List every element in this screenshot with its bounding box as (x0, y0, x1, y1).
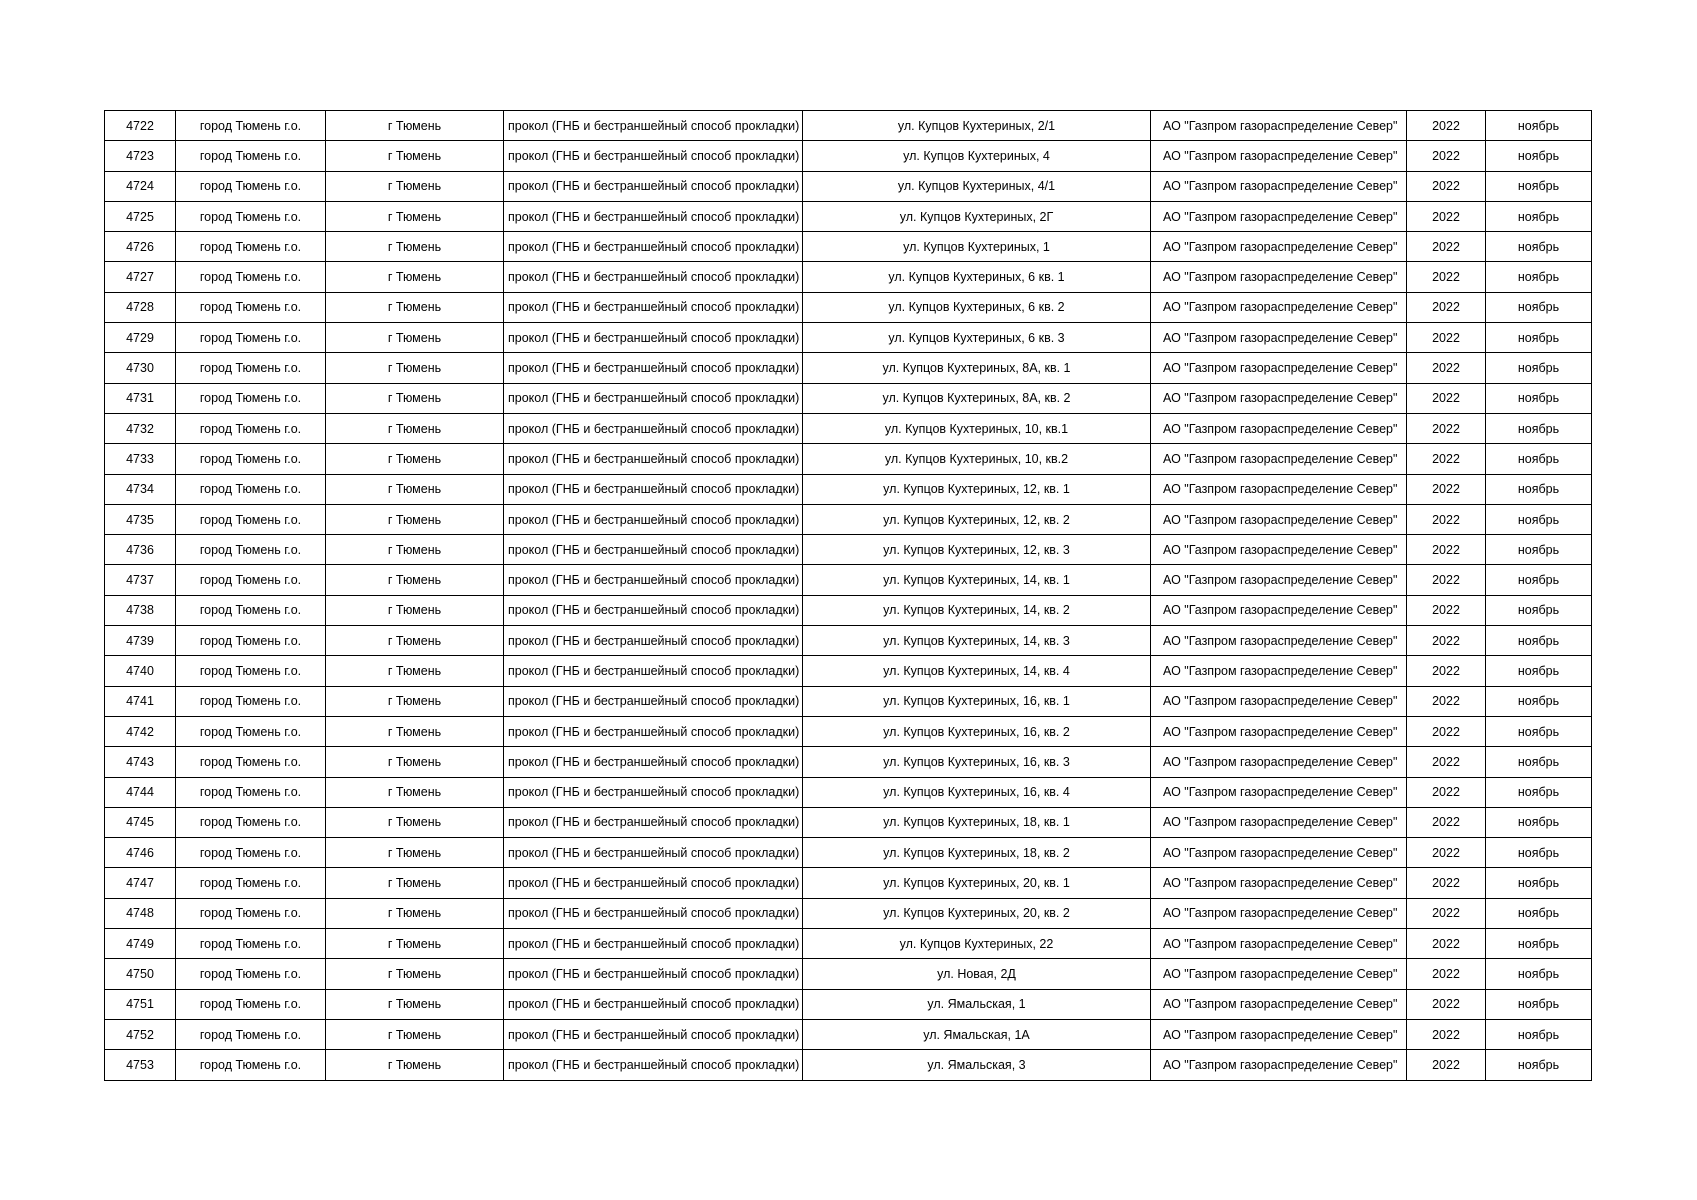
row-number-cell: 4729 (105, 323, 176, 353)
month-cell: ноябрь (1486, 838, 1592, 868)
year-cell: 2022 (1407, 413, 1486, 443)
table-row (105, 686, 1592, 716)
month-cell: ноябрь (1486, 383, 1592, 413)
address-cell: ул. Купцов Кухтериных, 10, кв.2 (803, 444, 1151, 474)
year-cell: 2022 (1407, 716, 1486, 746)
municipality-cell: город Тюмень г.о. (176, 353, 326, 383)
row-number-cell: 4735 (105, 504, 176, 534)
municipality-cell: город Тюмень г.о. (176, 232, 326, 262)
year-cell: 2022 (1407, 959, 1486, 989)
month-cell: ноябрь (1486, 595, 1592, 625)
year-cell: 2022 (1407, 565, 1486, 595)
table-row (105, 201, 1592, 231)
address-cell: ул. Купцов Кухтериных, 1 (803, 232, 1151, 262)
row-number-cell: 4748 (105, 898, 176, 928)
row-number-cell: 4724 (105, 171, 176, 201)
settlement-cell: г Тюмень (326, 838, 504, 868)
settlement-cell: г Тюмень (326, 413, 504, 443)
month-cell: ноябрь (1486, 777, 1592, 807)
row-number-cell: 4728 (105, 292, 176, 322)
work-type-cell: прокол (ГНБ и бестраншейный способ прокладки) (504, 838, 803, 868)
organization-cell: АО "Газпром газораспределение Север" (1151, 565, 1407, 595)
month-cell: ноябрь (1486, 626, 1592, 656)
row-number-cell: 4723 (105, 141, 176, 171)
table-row (105, 595, 1592, 625)
municipality-cell: город Тюмень г.о. (176, 535, 326, 565)
table-row (105, 353, 1592, 383)
row-number-cell: 4725 (105, 201, 176, 231)
table-row (105, 807, 1592, 837)
settlement-cell: г Тюмень (326, 929, 504, 959)
settlement-cell: г Тюмень (326, 1050, 504, 1080)
municipality-cell: город Тюмень г.о. (176, 716, 326, 746)
municipality-cell: город Тюмень г.о. (176, 262, 326, 292)
year-cell: 2022 (1407, 656, 1486, 686)
municipality-cell: город Тюмень г.о. (176, 413, 326, 443)
table-row (105, 171, 1592, 201)
municipality-cell: город Тюмень г.о. (176, 626, 326, 656)
month-cell: ноябрь (1486, 292, 1592, 322)
year-cell: 2022 (1407, 686, 1486, 716)
address-cell: ул. Купцов Кухтериных, 12, кв. 1 (803, 474, 1151, 504)
address-cell: ул. Купцов Кухтериных, 22 (803, 929, 1151, 959)
work-type-cell: прокол (ГНБ и бестраншейный способ прокладки) (504, 716, 803, 746)
year-cell: 2022 (1407, 595, 1486, 625)
settlement-cell: г Тюмень (326, 747, 504, 777)
settlement-cell: г Тюмень (326, 716, 504, 746)
table-row (105, 989, 1592, 1019)
work-type-cell: прокол (ГНБ и бестраншейный способ прокладки) (504, 353, 803, 383)
table-row (105, 474, 1592, 504)
table-row (105, 959, 1592, 989)
month-cell: ноябрь (1486, 807, 1592, 837)
month-cell: ноябрь (1486, 656, 1592, 686)
organization-cell: АО "Газпром газораспределение Север" (1151, 868, 1407, 898)
municipality-cell: город Тюмень г.о. (176, 111, 326, 141)
municipality-cell: город Тюмень г.о. (176, 504, 326, 534)
settlement-cell: г Тюмень (326, 262, 504, 292)
work-type-cell: прокол (ГНБ и бестраншейный способ прокладки) (504, 989, 803, 1019)
organization-cell: АО "Газпром газораспределение Север" (1151, 413, 1407, 443)
year-cell: 2022 (1407, 535, 1486, 565)
settlement-cell: г Тюмень (326, 201, 504, 231)
month-cell: ноябрь (1486, 444, 1592, 474)
work-type-cell: прокол (ГНБ и бестраншейный способ прокладки) (504, 565, 803, 595)
address-cell: ул. Купцов Кухтериных, 16, кв. 4 (803, 777, 1151, 807)
table-row (105, 626, 1592, 656)
year-cell: 2022 (1407, 626, 1486, 656)
row-number-cell: 4730 (105, 353, 176, 383)
organization-cell: АО "Газпром газораспределение Север" (1151, 989, 1407, 1019)
year-cell: 2022 (1407, 474, 1486, 504)
year-cell: 2022 (1407, 232, 1486, 262)
work-type-cell: прокол (ГНБ и бестраншейный способ прокладки) (504, 959, 803, 989)
month-cell: ноябрь (1486, 262, 1592, 292)
organization-cell: АО "Газпром газораспределение Север" (1151, 444, 1407, 474)
address-cell: ул. Купцов Кухтериных, 10, кв.1 (803, 413, 1151, 443)
organization-cell: АО "Газпром газораспределение Север" (1151, 232, 1407, 262)
address-cell: ул. Ямальская, 1 (803, 989, 1151, 1019)
organization-cell: АО "Газпром газораспределение Север" (1151, 504, 1407, 534)
address-cell: ул. Купцов Кухтериных, 2/1 (803, 111, 1151, 141)
table-body (105, 111, 1592, 1081)
work-type-cell: прокол (ГНБ и бестраншейный способ прокладки) (504, 535, 803, 565)
year-cell: 2022 (1407, 444, 1486, 474)
work-type-cell: прокол (ГНБ и бестраншейный способ прокладки) (504, 201, 803, 231)
month-cell: ноябрь (1486, 474, 1592, 504)
table-row (105, 141, 1592, 171)
address-cell: ул. Купцов Кухтериных, 2Г (803, 201, 1151, 231)
organization-cell: АО "Газпром газораспределение Север" (1151, 171, 1407, 201)
municipality-cell: город Тюмень г.о. (176, 1050, 326, 1080)
work-type-cell: прокол (ГНБ и бестраншейный способ прокладки) (504, 686, 803, 716)
table-row (105, 323, 1592, 353)
address-cell: ул. Купцов Кухтериных, 14, кв. 2 (803, 595, 1151, 625)
organization-cell: АО "Газпром газораспределение Север" (1151, 474, 1407, 504)
month-cell: ноябрь (1486, 201, 1592, 231)
settlement-cell: г Тюмень (326, 595, 504, 625)
address-cell: ул. Купцов Кухтериных, 4 (803, 141, 1151, 171)
year-cell: 2022 (1407, 504, 1486, 534)
settlement-cell: г Тюмень (326, 292, 504, 322)
month-cell: ноябрь (1486, 929, 1592, 959)
year-cell: 2022 (1407, 838, 1486, 868)
organization-cell: АО "Газпром газораспределение Север" (1151, 323, 1407, 353)
address-cell: ул. Купцов Кухтериных, 14, кв. 4 (803, 656, 1151, 686)
work-type-cell: прокол (ГНБ и бестраншейный способ прокладки) (504, 868, 803, 898)
organization-cell: АО "Газпром газораспределение Север" (1151, 807, 1407, 837)
table-row (105, 565, 1592, 595)
settlement-cell: г Тюмень (326, 686, 504, 716)
year-cell: 2022 (1407, 989, 1486, 1019)
year-cell: 2022 (1407, 807, 1486, 837)
year-cell: 2022 (1407, 201, 1486, 231)
settlement-cell: г Тюмень (326, 474, 504, 504)
municipality-cell: город Тюмень г.о. (176, 838, 326, 868)
settlement-cell: г Тюмень (326, 626, 504, 656)
month-cell: ноябрь (1486, 959, 1592, 989)
year-cell: 2022 (1407, 353, 1486, 383)
organization-cell: АО "Газпром газораспределение Север" (1151, 535, 1407, 565)
month-cell: ноябрь (1486, 747, 1592, 777)
month-cell: ноябрь (1486, 686, 1592, 716)
table-row (105, 656, 1592, 686)
municipality-cell: город Тюмень г.о. (176, 383, 326, 413)
year-cell: 2022 (1407, 1050, 1486, 1080)
table-row (105, 535, 1592, 565)
month-cell: ноябрь (1486, 565, 1592, 595)
month-cell: ноябрь (1486, 1050, 1592, 1080)
row-number-cell: 4731 (105, 383, 176, 413)
work-type-cell: прокол (ГНБ и бестраншейный способ прокладки) (504, 807, 803, 837)
table-row (105, 111, 1592, 141)
municipality-cell: город Тюмень г.о. (176, 747, 326, 777)
works-table (104, 110, 1592, 1081)
address-cell: ул. Купцов Кухтериных, 16, кв. 2 (803, 716, 1151, 746)
settlement-cell: г Тюмень (326, 989, 504, 1019)
table-row (105, 747, 1592, 777)
address-cell: ул. Купцов Кухтериных, 8А, кв. 2 (803, 383, 1151, 413)
row-number-cell: 4738 (105, 595, 176, 625)
address-cell: ул. Купцов Кухтериных, 12, кв. 3 (803, 535, 1151, 565)
month-cell: ноябрь (1486, 171, 1592, 201)
organization-cell: АО "Газпром газораспределение Север" (1151, 929, 1407, 959)
work-type-cell: прокол (ГНБ и бестраншейный способ прокладки) (504, 141, 803, 171)
municipality-cell: город Тюмень г.о. (176, 595, 326, 625)
year-cell: 2022 (1407, 141, 1486, 171)
address-cell: ул. Купцов Кухтериных, 4/1 (803, 171, 1151, 201)
work-type-cell: прокол (ГНБ и бестраншейный способ прокладки) (504, 474, 803, 504)
work-type-cell: прокол (ГНБ и бестраншейный способ прокладки) (504, 171, 803, 201)
table-row (105, 262, 1592, 292)
settlement-cell: г Тюмень (326, 111, 504, 141)
municipality-cell: город Тюмень г.о. (176, 989, 326, 1019)
address-cell: ул. Купцов Кухтериных, 18, кв. 2 (803, 838, 1151, 868)
organization-cell: АО "Газпром газораспределение Север" (1151, 747, 1407, 777)
year-cell: 2022 (1407, 868, 1486, 898)
year-cell: 2022 (1407, 323, 1486, 353)
table-row (105, 929, 1592, 959)
settlement-cell: г Тюмень (326, 1019, 504, 1049)
table-row (105, 232, 1592, 262)
month-cell: ноябрь (1486, 1019, 1592, 1049)
work-type-cell: прокол (ГНБ и бестраншейный способ прокладки) (504, 413, 803, 443)
work-type-cell: прокол (ГНБ и бестраншейный способ прокладки) (504, 383, 803, 413)
address-cell: ул. Ямальская, 1А (803, 1019, 1151, 1049)
month-cell: ноябрь (1486, 353, 1592, 383)
organization-cell: АО "Газпром газораспределение Север" (1151, 838, 1407, 868)
address-cell: ул. Купцов Кухтериных, 16, кв. 3 (803, 747, 1151, 777)
address-cell: ул. Купцов Кухтериных, 20, кв. 2 (803, 898, 1151, 928)
year-cell: 2022 (1407, 292, 1486, 322)
organization-cell: АО "Газпром газораспределение Север" (1151, 898, 1407, 928)
row-number-cell: 4749 (105, 929, 176, 959)
organization-cell: АО "Газпром газораспределение Север" (1151, 777, 1407, 807)
row-number-cell: 4740 (105, 656, 176, 686)
organization-cell: АО "Газпром газораспределение Север" (1151, 656, 1407, 686)
row-number-cell: 4752 (105, 1019, 176, 1049)
municipality-cell: город Тюмень г.о. (176, 898, 326, 928)
month-cell: ноябрь (1486, 111, 1592, 141)
work-type-cell: прокол (ГНБ и бестраншейный способ прокладки) (504, 595, 803, 625)
work-type-cell: прокол (ГНБ и бестраншейный способ прокладки) (504, 626, 803, 656)
organization-cell: АО "Газпром газораспределение Север" (1151, 353, 1407, 383)
month-cell: ноябрь (1486, 232, 1592, 262)
organization-cell: АО "Газпром газораспределение Север" (1151, 716, 1407, 746)
row-number-cell: 4745 (105, 807, 176, 837)
settlement-cell: г Тюмень (326, 807, 504, 837)
organization-cell: АО "Газпром газораспределение Север" (1151, 262, 1407, 292)
settlement-cell: г Тюмень (326, 777, 504, 807)
organization-cell: АО "Газпром газораспределение Север" (1151, 141, 1407, 171)
work-type-cell: прокол (ГНБ и бестраншейный способ прокладки) (504, 898, 803, 928)
row-number-cell: 4734 (105, 474, 176, 504)
municipality-cell: город Тюмень г.о. (176, 201, 326, 231)
table-row (105, 292, 1592, 322)
organization-cell: АО "Газпром газораспределение Север" (1151, 626, 1407, 656)
month-cell: ноябрь (1486, 716, 1592, 746)
address-cell: ул. Купцов Кухтериных, 18, кв. 1 (803, 807, 1151, 837)
address-cell: ул. Купцов Кухтериных, 14, кв. 3 (803, 626, 1151, 656)
row-number-cell: 4747 (105, 868, 176, 898)
work-type-cell: прокол (ГНБ и бестраншейный способ прокладки) (504, 262, 803, 292)
table-row (105, 777, 1592, 807)
organization-cell: АО "Газпром газораспределение Север" (1151, 111, 1407, 141)
table-row (105, 504, 1592, 534)
month-cell: ноябрь (1486, 989, 1592, 1019)
row-number-cell: 4726 (105, 232, 176, 262)
row-number-cell: 4739 (105, 626, 176, 656)
table-row (105, 383, 1592, 413)
row-number-cell: 4750 (105, 959, 176, 989)
organization-cell: АО "Газпром газораспределение Север" (1151, 292, 1407, 322)
table-row (105, 413, 1592, 443)
work-type-cell: прокол (ГНБ и бестраншейный способ прокладки) (504, 747, 803, 777)
organization-cell: АО "Газпром газораспределение Север" (1151, 201, 1407, 231)
municipality-cell: город Тюмень г.о. (176, 777, 326, 807)
table-row (105, 898, 1592, 928)
address-cell: ул. Купцов Кухтериных, 16, кв. 1 (803, 686, 1151, 716)
work-type-cell: прокол (ГНБ и бестраншейный способ прокладки) (504, 929, 803, 959)
settlement-cell: г Тюмень (326, 141, 504, 171)
municipality-cell: город Тюмень г.о. (176, 656, 326, 686)
municipality-cell: город Тюмень г.о. (176, 868, 326, 898)
municipality-cell: город Тюмень г.о. (176, 929, 326, 959)
settlement-cell: г Тюмень (326, 323, 504, 353)
work-type-cell: прокол (ГНБ и бестраншейный способ прокладки) (504, 111, 803, 141)
work-type-cell: прокол (ГНБ и бестраншейный способ прокладки) (504, 323, 803, 353)
settlement-cell: г Тюмень (326, 171, 504, 201)
work-type-cell: прокол (ГНБ и бестраншейный способ прокладки) (504, 777, 803, 807)
month-cell: ноябрь (1486, 868, 1592, 898)
organization-cell: АО "Газпром газораспределение Север" (1151, 383, 1407, 413)
address-cell: ул. Купцов Кухтериных, 6 кв. 3 (803, 323, 1151, 353)
address-cell: ул. Ямальская, 3 (803, 1050, 1151, 1080)
row-number-cell: 4742 (105, 716, 176, 746)
row-number-cell: 4751 (105, 989, 176, 1019)
organization-cell: АО "Газпром газораспределение Север" (1151, 1050, 1407, 1080)
settlement-cell: г Тюмень (326, 232, 504, 262)
row-number-cell: 4732 (105, 413, 176, 443)
year-cell: 2022 (1407, 747, 1486, 777)
organization-cell: АО "Газпром газораспределение Север" (1151, 1019, 1407, 1049)
work-type-cell: прокол (ГНБ и бестраншейный способ прокладки) (504, 504, 803, 534)
municipality-cell: город Тюмень г.о. (176, 686, 326, 716)
table-row (105, 444, 1592, 474)
settlement-cell: г Тюмень (326, 959, 504, 989)
organization-cell: АО "Газпром газораспределение Север" (1151, 595, 1407, 625)
settlement-cell: г Тюмень (326, 868, 504, 898)
table-row (105, 868, 1592, 898)
month-cell: ноябрь (1486, 141, 1592, 171)
settlement-cell: г Тюмень (326, 898, 504, 928)
municipality-cell: город Тюмень г.о. (176, 1019, 326, 1049)
settlement-cell: г Тюмень (326, 504, 504, 534)
work-type-cell: прокол (ГНБ и бестраншейный способ прокладки) (504, 232, 803, 262)
work-type-cell: прокол (ГНБ и бестраншейный способ прокладки) (504, 1050, 803, 1080)
settlement-cell: г Тюмень (326, 444, 504, 474)
year-cell: 2022 (1407, 111, 1486, 141)
month-cell: ноябрь (1486, 323, 1592, 353)
settlement-cell: г Тюмень (326, 565, 504, 595)
settlement-cell: г Тюмень (326, 383, 504, 413)
work-type-cell: прокол (ГНБ и бестраншейный способ прокладки) (504, 656, 803, 686)
table-row (105, 716, 1592, 746)
work-type-cell: прокол (ГНБ и бестраншейный способ прокладки) (504, 292, 803, 322)
municipality-cell: город Тюмень г.о. (176, 444, 326, 474)
municipality-cell: город Тюмень г.о. (176, 565, 326, 595)
year-cell: 2022 (1407, 777, 1486, 807)
month-cell: ноябрь (1486, 898, 1592, 928)
row-number-cell: 4737 (105, 565, 176, 595)
row-number-cell: 4722 (105, 111, 176, 141)
work-type-cell: прокол (ГНБ и бестраншейный способ прокладки) (504, 1019, 803, 1049)
settlement-cell: г Тюмень (326, 656, 504, 686)
row-number-cell: 4746 (105, 838, 176, 868)
address-cell: ул. Купцов Кухтериных, 6 кв. 2 (803, 292, 1151, 322)
municipality-cell: город Тюмень г.о. (176, 959, 326, 989)
municipality-cell: город Тюмень г.о. (176, 141, 326, 171)
row-number-cell: 4743 (105, 747, 176, 777)
table-row (105, 1050, 1592, 1080)
municipality-cell: город Тюмень г.о. (176, 323, 326, 353)
address-cell: ул. Купцов Кухтериных, 6 кв. 1 (803, 262, 1151, 292)
year-cell: 2022 (1407, 171, 1486, 201)
table-row (105, 1019, 1592, 1049)
row-number-cell: 4741 (105, 686, 176, 716)
row-number-cell: 4733 (105, 444, 176, 474)
row-number-cell: 4736 (105, 535, 176, 565)
work-type-cell: прокол (ГНБ и бестраншейный способ прокладки) (504, 444, 803, 474)
year-cell: 2022 (1407, 1019, 1486, 1049)
row-number-cell: 4753 (105, 1050, 176, 1080)
year-cell: 2022 (1407, 929, 1486, 959)
row-number-cell: 4727 (105, 262, 176, 292)
municipality-cell: город Тюмень г.о. (176, 807, 326, 837)
address-cell: ул. Купцов Кухтериных, 12, кв. 2 (803, 504, 1151, 534)
settlement-cell: г Тюмень (326, 535, 504, 565)
year-cell: 2022 (1407, 898, 1486, 928)
municipality-cell: город Тюмень г.о. (176, 474, 326, 504)
row-number-cell: 4744 (105, 777, 176, 807)
address-cell: ул. Новая, 2Д (803, 959, 1151, 989)
organization-cell: АО "Газпром газораспределение Север" (1151, 959, 1407, 989)
year-cell: 2022 (1407, 383, 1486, 413)
address-cell: ул. Купцов Кухтериных, 20, кв. 1 (803, 868, 1151, 898)
settlement-cell: г Тюмень (326, 353, 504, 383)
organization-cell: АО "Газпром газораспределение Север" (1151, 686, 1407, 716)
month-cell: ноябрь (1486, 504, 1592, 534)
address-cell: ул. Купцов Кухтериных, 8А, кв. 1 (803, 353, 1151, 383)
month-cell: ноябрь (1486, 535, 1592, 565)
table-row (105, 838, 1592, 868)
municipality-cell: город Тюмень г.о. (176, 171, 326, 201)
address-cell: ул. Купцов Кухтериных, 14, кв. 1 (803, 565, 1151, 595)
year-cell: 2022 (1407, 262, 1486, 292)
month-cell: ноябрь (1486, 413, 1592, 443)
municipality-cell: город Тюмень г.о. (176, 292, 326, 322)
